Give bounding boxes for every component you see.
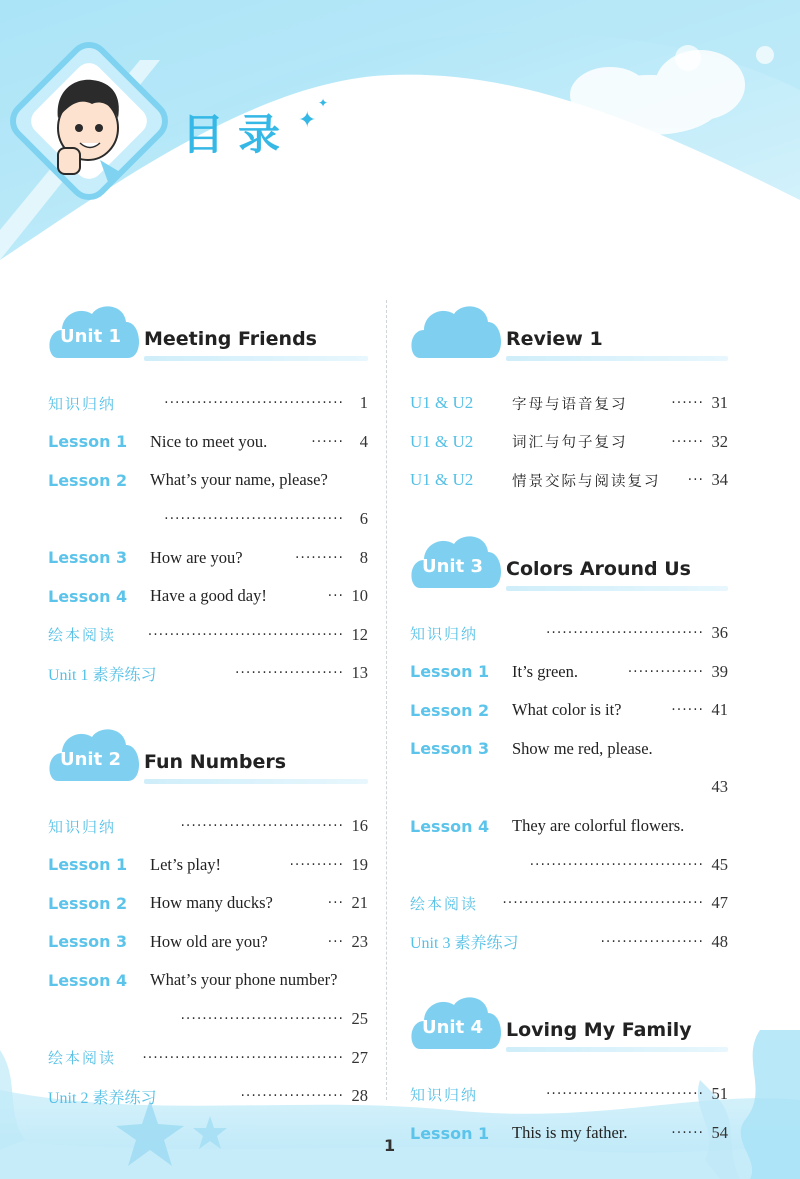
unit-badge: Unit 1: [60, 326, 121, 347]
toc-entry[interactable]: [410, 923, 728, 962]
toc-entry[interactable]: [410, 1114, 728, 1153]
entry-title: 情景交际与阅读复习: [512, 473, 661, 490]
unit-badge: Unit 4: [422, 1017, 483, 1039]
entry-label: 知识归纳: [48, 817, 117, 836]
entry-title: They are colorful flowers.: [512, 816, 685, 836]
entry-label: Lesson 4: [48, 970, 128, 990]
entry-label: Lesson 1: [410, 662, 490, 682]
toc-entry[interactable]: [48, 1038, 368, 1077]
page-title: 目录: [182, 110, 295, 159]
leader-dots: ···: [327, 895, 344, 912]
page-number: 41: [711, 700, 728, 720]
entry-title: Let’s play!: [150, 854, 222, 874]
entry-label: U1 & U2: [410, 431, 474, 451]
unit-underline: [506, 586, 728, 591]
entry-title: It’s green.: [512, 661, 578, 681]
page-number: 48: [711, 931, 728, 951]
leader-dots: ·································: [164, 511, 344, 528]
page-number: 34: [711, 470, 728, 490]
toc-entry[interactable]: [48, 961, 368, 1000]
leader-dots: ····································: [147, 626, 344, 643]
toc-entry[interactable]: [410, 691, 728, 730]
entry-label: U1 & U2: [410, 470, 474, 490]
page-number: 21: [351, 893, 368, 913]
leader-dots: ·····························: [545, 1086, 704, 1103]
page-number: 19: [351, 854, 368, 874]
entry-label: 绘本阅读: [48, 626, 117, 645]
review-header: [410, 300, 728, 366]
toc-entry[interactable]: [410, 807, 728, 846]
unit-header: [410, 530, 728, 596]
entry-label: Unit 2 素养练习: [48, 1089, 157, 1107]
page-number: 45: [711, 854, 728, 874]
toc-entry[interactable]: [410, 614, 728, 653]
entry-title: What color is it?: [512, 700, 622, 720]
entry-label: Lesson 1: [410, 1123, 490, 1143]
page-number: 16: [351, 816, 368, 836]
unit-badge: Unit 3: [422, 555, 483, 577]
page-number: 23: [351, 931, 368, 951]
entry-label: Lesson 2: [48, 893, 128, 913]
page-number: 36: [711, 623, 728, 643]
page-number: 12: [351, 624, 368, 644]
page-number: 6: [359, 509, 368, 529]
unit-underline: [144, 356, 368, 361]
leader-dots: ······: [671, 433, 704, 450]
page-number: 54: [711, 1123, 728, 1143]
leader-dots: ·····································: [502, 895, 704, 912]
toc-entry[interactable]: [410, 1075, 728, 1114]
entry-title: This is my father.: [512, 1123, 628, 1143]
leader-dots: ······: [671, 702, 704, 719]
toc-entry[interactable]: [410, 884, 728, 923]
leader-dots: ··············: [627, 663, 704, 680]
page-number: 31: [711, 393, 728, 413]
entry-label: Lesson 2: [48, 470, 128, 490]
toc-entry[interactable]: [48, 423, 368, 462]
toc-entry[interactable]: [48, 1077, 368, 1116]
entry-title: 词汇与句子复习: [512, 435, 628, 452]
sparkle-icon: ✦: [298, 108, 317, 133]
page-number: 32: [711, 431, 728, 451]
toc-entry-continuation[interactable]: [48, 1000, 368, 1039]
toc-entry[interactable]: [48, 577, 368, 616]
leader-dots: ······: [311, 433, 344, 450]
toc-entry[interactable]: [410, 461, 728, 500]
entry-title: Have a good day!: [150, 586, 267, 606]
page-number: 47: [711, 893, 728, 913]
toc-entry-continuation[interactable]: [48, 500, 368, 539]
toc-entry-continuation[interactable]: [410, 845, 728, 884]
toc-entry-continuation[interactable]: [410, 768, 728, 807]
leader-dots: ···: [327, 588, 344, 605]
entry-title: How old are you?: [150, 931, 268, 951]
unit-title: Meeting Friends: [144, 328, 317, 350]
entry-label: Lesson 3: [410, 739, 490, 759]
page-number: 39: [711, 661, 728, 681]
unit-title: Colors Around Us: [506, 557, 691, 580]
toc-left-column: [48, 300, 368, 1116]
page-number: 8: [359, 547, 368, 567]
entry-label: Lesson 1: [48, 432, 128, 452]
toc-entry[interactable]: [410, 730, 728, 769]
entry-label: 知识归纳: [48, 394, 117, 413]
entry-title: How many ducks?: [150, 893, 273, 913]
toc-entry[interactable]: [48, 923, 368, 962]
toc-entry[interactable]: [48, 807, 368, 846]
page-number: 27: [351, 1047, 368, 1067]
leader-dots: ·····························: [545, 625, 704, 642]
entry-label: U1 & U2: [410, 393, 474, 413]
entry-label: Lesson 3: [48, 932, 128, 952]
leader-dots: ······: [671, 1125, 704, 1142]
entry-label: Lesson 4: [48, 586, 128, 606]
unit-title: Loving My Family: [506, 1019, 692, 1042]
entry-title: Nice to meet you.: [150, 431, 268, 451]
leader-dots: ···················: [240, 1088, 344, 1105]
leader-dots: ································: [529, 856, 704, 873]
entry-label: Unit 3 素养练习: [410, 935, 519, 953]
unit-title: Fun Numbers: [144, 750, 287, 773]
entry-label: 知识归纳: [410, 1085, 479, 1104]
entry-label: 绘本阅读: [410, 894, 479, 913]
toc-entry[interactable]: [48, 461, 368, 500]
unit-header: [410, 991, 728, 1057]
leader-dots: ·································: [164, 395, 344, 412]
column-divider: [386, 300, 387, 1100]
toc-entry[interactable]: [410, 652, 728, 691]
page-number: 4: [359, 431, 368, 451]
entry-label: Lesson 1: [48, 855, 128, 875]
page-number-footer: 1: [384, 1136, 396, 1155]
leader-dots: ······: [671, 395, 704, 412]
leader-dots: ······························: [180, 1011, 344, 1028]
toc-entry[interactable]: [48, 654, 368, 693]
sparkle-icon: ✦: [318, 96, 329, 110]
page-number: 13: [351, 663, 368, 683]
entry-label: 知识归纳: [410, 624, 479, 643]
entry-label: Unit 1 素养练习: [48, 666, 157, 684]
toc-entry[interactable]: [48, 384, 368, 423]
leader-dots: ···: [687, 472, 704, 489]
page-number: 43: [711, 777, 728, 797]
entry-label: 绘本阅读: [48, 1049, 117, 1068]
page-number: 25: [351, 1009, 368, 1029]
entry-label: Lesson 3: [48, 548, 128, 568]
unit-underline: [506, 1047, 728, 1052]
leader-dots: ·····································: [142, 1049, 344, 1066]
toc-entry[interactable]: [410, 384, 728, 423]
leader-dots: ···: [327, 933, 344, 950]
unit-header: [48, 300, 368, 366]
entry-title: What’s your name, please?: [150, 470, 328, 490]
toc-entry[interactable]: [48, 538, 368, 577]
toc-entry[interactable]: [48, 845, 368, 884]
toc-entry[interactable]: [48, 616, 368, 655]
toc-entry[interactable]: [48, 884, 368, 923]
entry-title: How are you?: [150, 547, 243, 567]
unit-header: [48, 723, 368, 789]
entry-title: 字母与语音复习: [512, 396, 628, 413]
page-number: 1: [359, 393, 368, 413]
leader-dots: ·········: [294, 549, 344, 566]
page-number: 10: [351, 586, 368, 606]
entry-label: Lesson 2: [410, 700, 490, 720]
cloud-badge-icon: [410, 300, 502, 360]
page-number: 51: [711, 1084, 728, 1104]
entry-title: What’s your phone number?: [150, 970, 338, 990]
leader-dots: ···················: [600, 933, 704, 950]
page-number: 28: [351, 1086, 368, 1106]
entry-label: Lesson 4: [410, 816, 490, 836]
toc-entry[interactable]: [410, 423, 728, 462]
review-title: Review 1: [506, 328, 603, 350]
leader-dots: ····················: [234, 665, 344, 682]
unit-underline: [144, 779, 368, 784]
toc-right-column: [410, 300, 728, 1152]
leader-dots: ··········: [289, 856, 344, 873]
entry-title: Show me red, please.: [512, 738, 653, 758]
unit-badge: Unit 2: [60, 748, 121, 770]
leader-dots: ······························: [180, 818, 344, 835]
unit-underline: [506, 356, 728, 361]
